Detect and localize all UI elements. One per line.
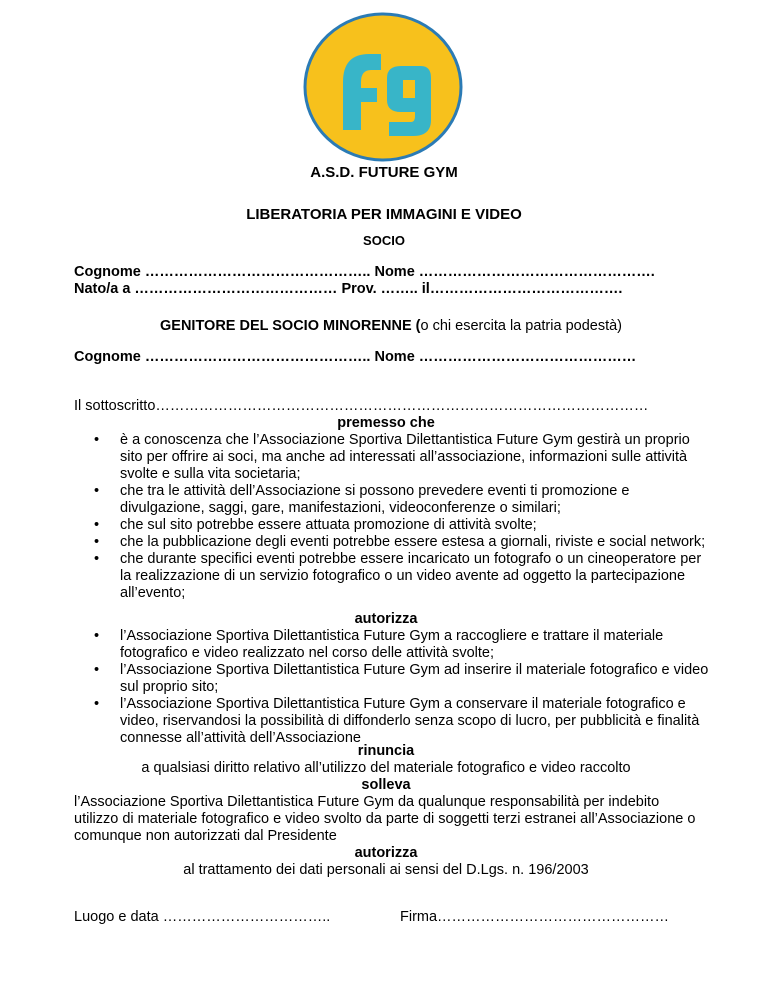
rinuncia-text: a qualsiasi diritto relativo all’utilizzo del materiale fotografico e video raccolto (141, 760, 631, 776)
autorizza-trattamento-text: al trattamento dei dati personali ai sensi del D.Lgs. n. 196/2003 (183, 862, 589, 878)
genitore-heading-note: o chi esercita la patria podestà) (420, 318, 622, 334)
future-gym-logo (303, 12, 463, 162)
firma-field: Firma………………………………………… (400, 909, 670, 925)
luogo-data-field: Luogo e data …………………………….. (74, 909, 331, 925)
sottoscritto-line: Il sottoscritto………………………………………………………………………………………… (74, 398, 649, 414)
rinuncia-heading: rinuncia (357, 743, 415, 759)
list-item: • l’Associazione Sportiva Dilettantistica Future Gym a raccogliere e trattare il materiale fotografico e video realizzato nel corso delle attività svolte; (74, 628, 714, 662)
premesso-heading: premesso che (337, 415, 435, 431)
list-item: • l’Associazione Sportiva Dilettantistica Future Gym ad inserire il materiale fotografico e video sul proprio sito; (74, 662, 714, 696)
document-subtitle: LIBERATORIA PER IMMAGINI E VIDEO (246, 206, 522, 223)
list-item: • che sul sito potrebbe essere attuata promozione di attività svolte; (74, 517, 714, 534)
premesso-list (74, 432, 714, 602)
solleva-heading: solleva (361, 777, 411, 793)
list-item: • che la pubblicazione degli eventi potrebbe essere estesa a giornali, riviste e social network; (74, 534, 714, 551)
genitore-heading-bold: GENITORE DEL SOCIO MINORENNE ( (160, 318, 421, 334)
socio-heading: SOCIO (363, 233, 405, 248)
list-item: • che tra le attività dell’Associazione si possono prevedere eventi ti promozione e divulgazione, saggi, gare, manifestazioni, videoconferenze o similari; (74, 483, 714, 517)
solleva-text: l’Associazione Sportiva Dilettantistica Future Gym da qualunque responsabilità per indebito utilizzo di materiale fotografico e video svolto da parte di soggetti terzi estranei all’Associazione o comunque non autorizzati dal Presidente (74, 794, 696, 844)
socio-birth-line: Nato/a a …………………………………… Prov. …….. il…………………………………. (74, 281, 623, 297)
genitore-name-line: Cognome ……………………………………….. Nome ……………………………………… (74, 349, 637, 365)
list-item: • che durante specifici eventi potrebbe essere incaricato un fotografo o un cineoperatore per la realizzazione di un servizio fotografico o un video avente ad oggetto la partecipazione all’evento; (74, 551, 714, 602)
page-title: A.S.D. FUTURE GYM (310, 164, 458, 181)
list-item: • l’Associazione Sportiva Dilettantistica Future Gym a conservare il materiale fotografico e video, riservandosi la possibilità di diffonderlo senza scopo di lucro, per pubblicità e finalità connesse all’attività dell’Associazione (74, 696, 714, 747)
list-item: • è a conoscenza che l’Associazione Sportiva Dilettantistica Future Gym gestirà un proprio sito per offrire ai soci, ma anche ad interessati all’associazione, informazioni sulle attività svolte e sulla vita societaria; (74, 432, 714, 483)
autorizza-list (74, 628, 714, 747)
socio-name-line: Cognome ……………………………………….. Nome …………………………………………. (74, 264, 655, 280)
autorizza-heading: autorizza (354, 611, 418, 627)
autorizza-trattamento-heading: autorizza (354, 845, 418, 861)
genitore-heading (160, 318, 622, 335)
